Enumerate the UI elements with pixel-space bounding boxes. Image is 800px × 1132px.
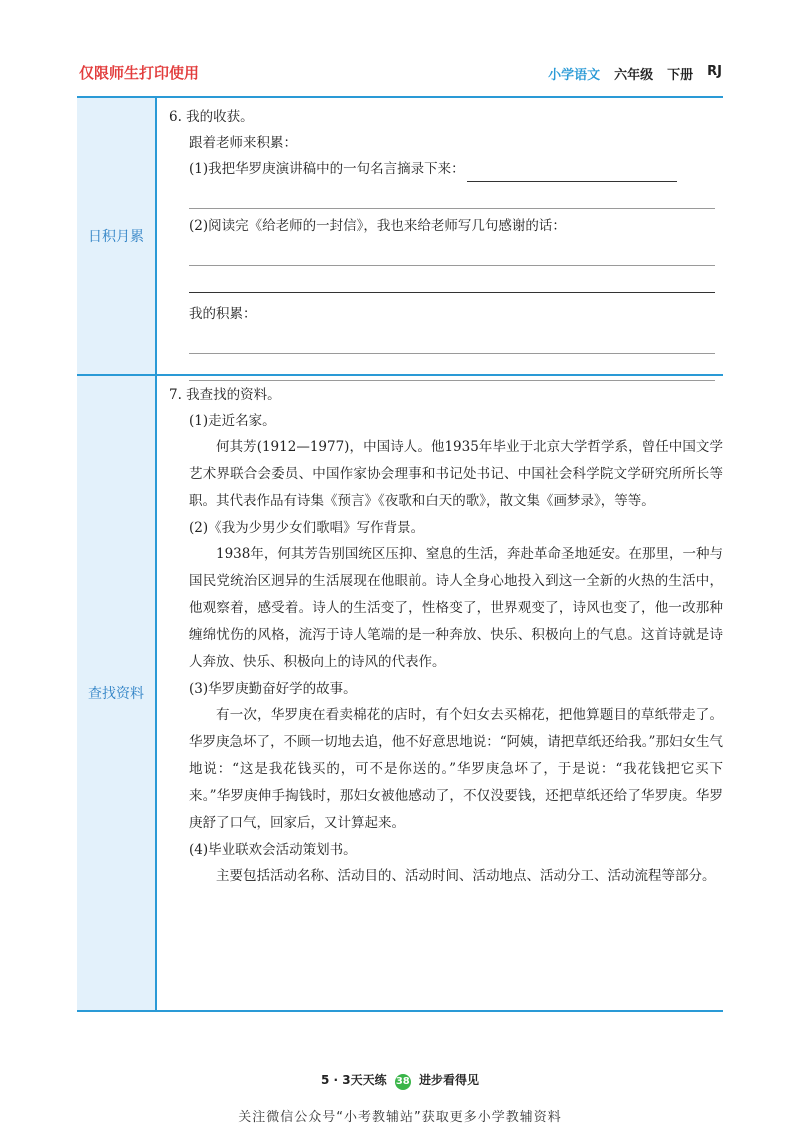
worksheet-table — [77, 96, 723, 1012]
question-1 — [169, 156, 723, 182]
print-notice: 仅限师生打印使用 — [79, 64, 200, 82]
bottom-note: 关注微信公众号“小考教辅站”获取更多小学教辅资料 — [238, 1110, 562, 1125]
page-footer — [0, 1071, 800, 1090]
intro-text: 跟着老师来积累： — [189, 135, 297, 151]
material-paragraph — [169, 434, 723, 515]
grade-label: 六年级 — [614, 68, 654, 83]
section-harvest — [157, 104, 723, 381]
answer-line-inline[interactable] — [467, 167, 677, 182]
material-paragraph — [169, 702, 723, 837]
material-heading: (2)《我为少男少女们歌唱》写作背景。 — [189, 520, 425, 536]
material-heading: (1)走近名家。 — [189, 413, 276, 429]
subject-label: 小学语文 — [548, 68, 601, 83]
my-collection-label: 我的积累： — [189, 306, 257, 322]
question-title: 7. 我查找的资料。 — [169, 387, 281, 403]
material-paragraph — [169, 863, 723, 890]
answer-line[interactable] — [189, 182, 715, 209]
volume-label: 下册 — [667, 68, 694, 83]
question-1-text: (1)我把华罗庚演讲稿中的一句名言摘录下来： — [189, 161, 465, 177]
material-text: 何其芳(1912—1977)，中国诗人。他1935年毕业于北京大学哲学系，曾任中国文学艺术界联合会委员、中国作家协会理事和书记处书记、中国社会科学院文学研究所所长等职。其代表作品有诗集《预言》《夜歌和白天的歌》，散文集《画梦录》，等等。 — [189, 439, 723, 509]
section-materials — [157, 382, 723, 890]
material-text: 1938年，何其芳告别国统区压抑、窒息的生活，奔赴革命圣地延安。在那里，一种与国民党统治区迥异的生活展现在他眼前。诗人全身心地投入到这一全新的火热的生活中，他观察着，感受着。诗人的生活变了，性格变了，世界观变了，诗风也变了，他一改那种缠绵忧伤的风格，流泻于诗人笔端的是一种奔放、快乐、积极向上的气息。这首诗就是诗人奔放、快乐、积极向上的诗风的代表作。 — [189, 546, 723, 670]
answer-line[interactable] — [189, 354, 715, 381]
material-heading: (4)毕业联欢会活动策划书。 — [189, 842, 357, 858]
page-number: 38 — [395, 1074, 411, 1090]
material-text: 主要包括活动名称、活动目的、活动时间、活动地点、活动分工、活动流程等部分。 — [216, 868, 716, 884]
edition-label: RJ — [707, 64, 722, 79]
material-heading: (3)华罗庚勤奋好学的故事。 — [189, 681, 357, 697]
material-text: 有一次，华罗庚在看卖棉花的店时，有个妇女去买棉花，把他算题目的草纸带走了。华罗庚急坏了，不顾一切地去追，他不好意思地说：“阿姨，请把草纸还给我。”那妇女生气地说：“这是我花钱买的，可不是你送的。”华罗庚急坏了，于是说：“我花钱把它买下来。”华罗庚伸手掏钱时，那妇女被他感动了，不仅没要钱，还把草纸还给了华罗庚。华罗庚舒了口气，回家后，又计算起来。 — [189, 707, 723, 831]
section-label-daily-accumulation: 日积月累 — [77, 98, 157, 374]
answer-line[interactable] — [189, 239, 715, 266]
question-title: 6. 我的收获。 — [169, 109, 254, 125]
footer-series: 5 · 3天天练 — [320, 1073, 387, 1087]
question-2: (2)阅读完《给老师的一封信》，我也来给老师写几句感谢的话： — [189, 218, 566, 234]
section-label-find-materials: 查找资料 — [77, 376, 157, 1010]
answer-line[interactable] — [189, 266, 715, 293]
book-info — [548, 64, 722, 83]
answer-line[interactable] — [189, 327, 715, 354]
footer-slogan: 进步看得见 — [418, 1073, 479, 1087]
material-paragraph — [169, 541, 723, 676]
